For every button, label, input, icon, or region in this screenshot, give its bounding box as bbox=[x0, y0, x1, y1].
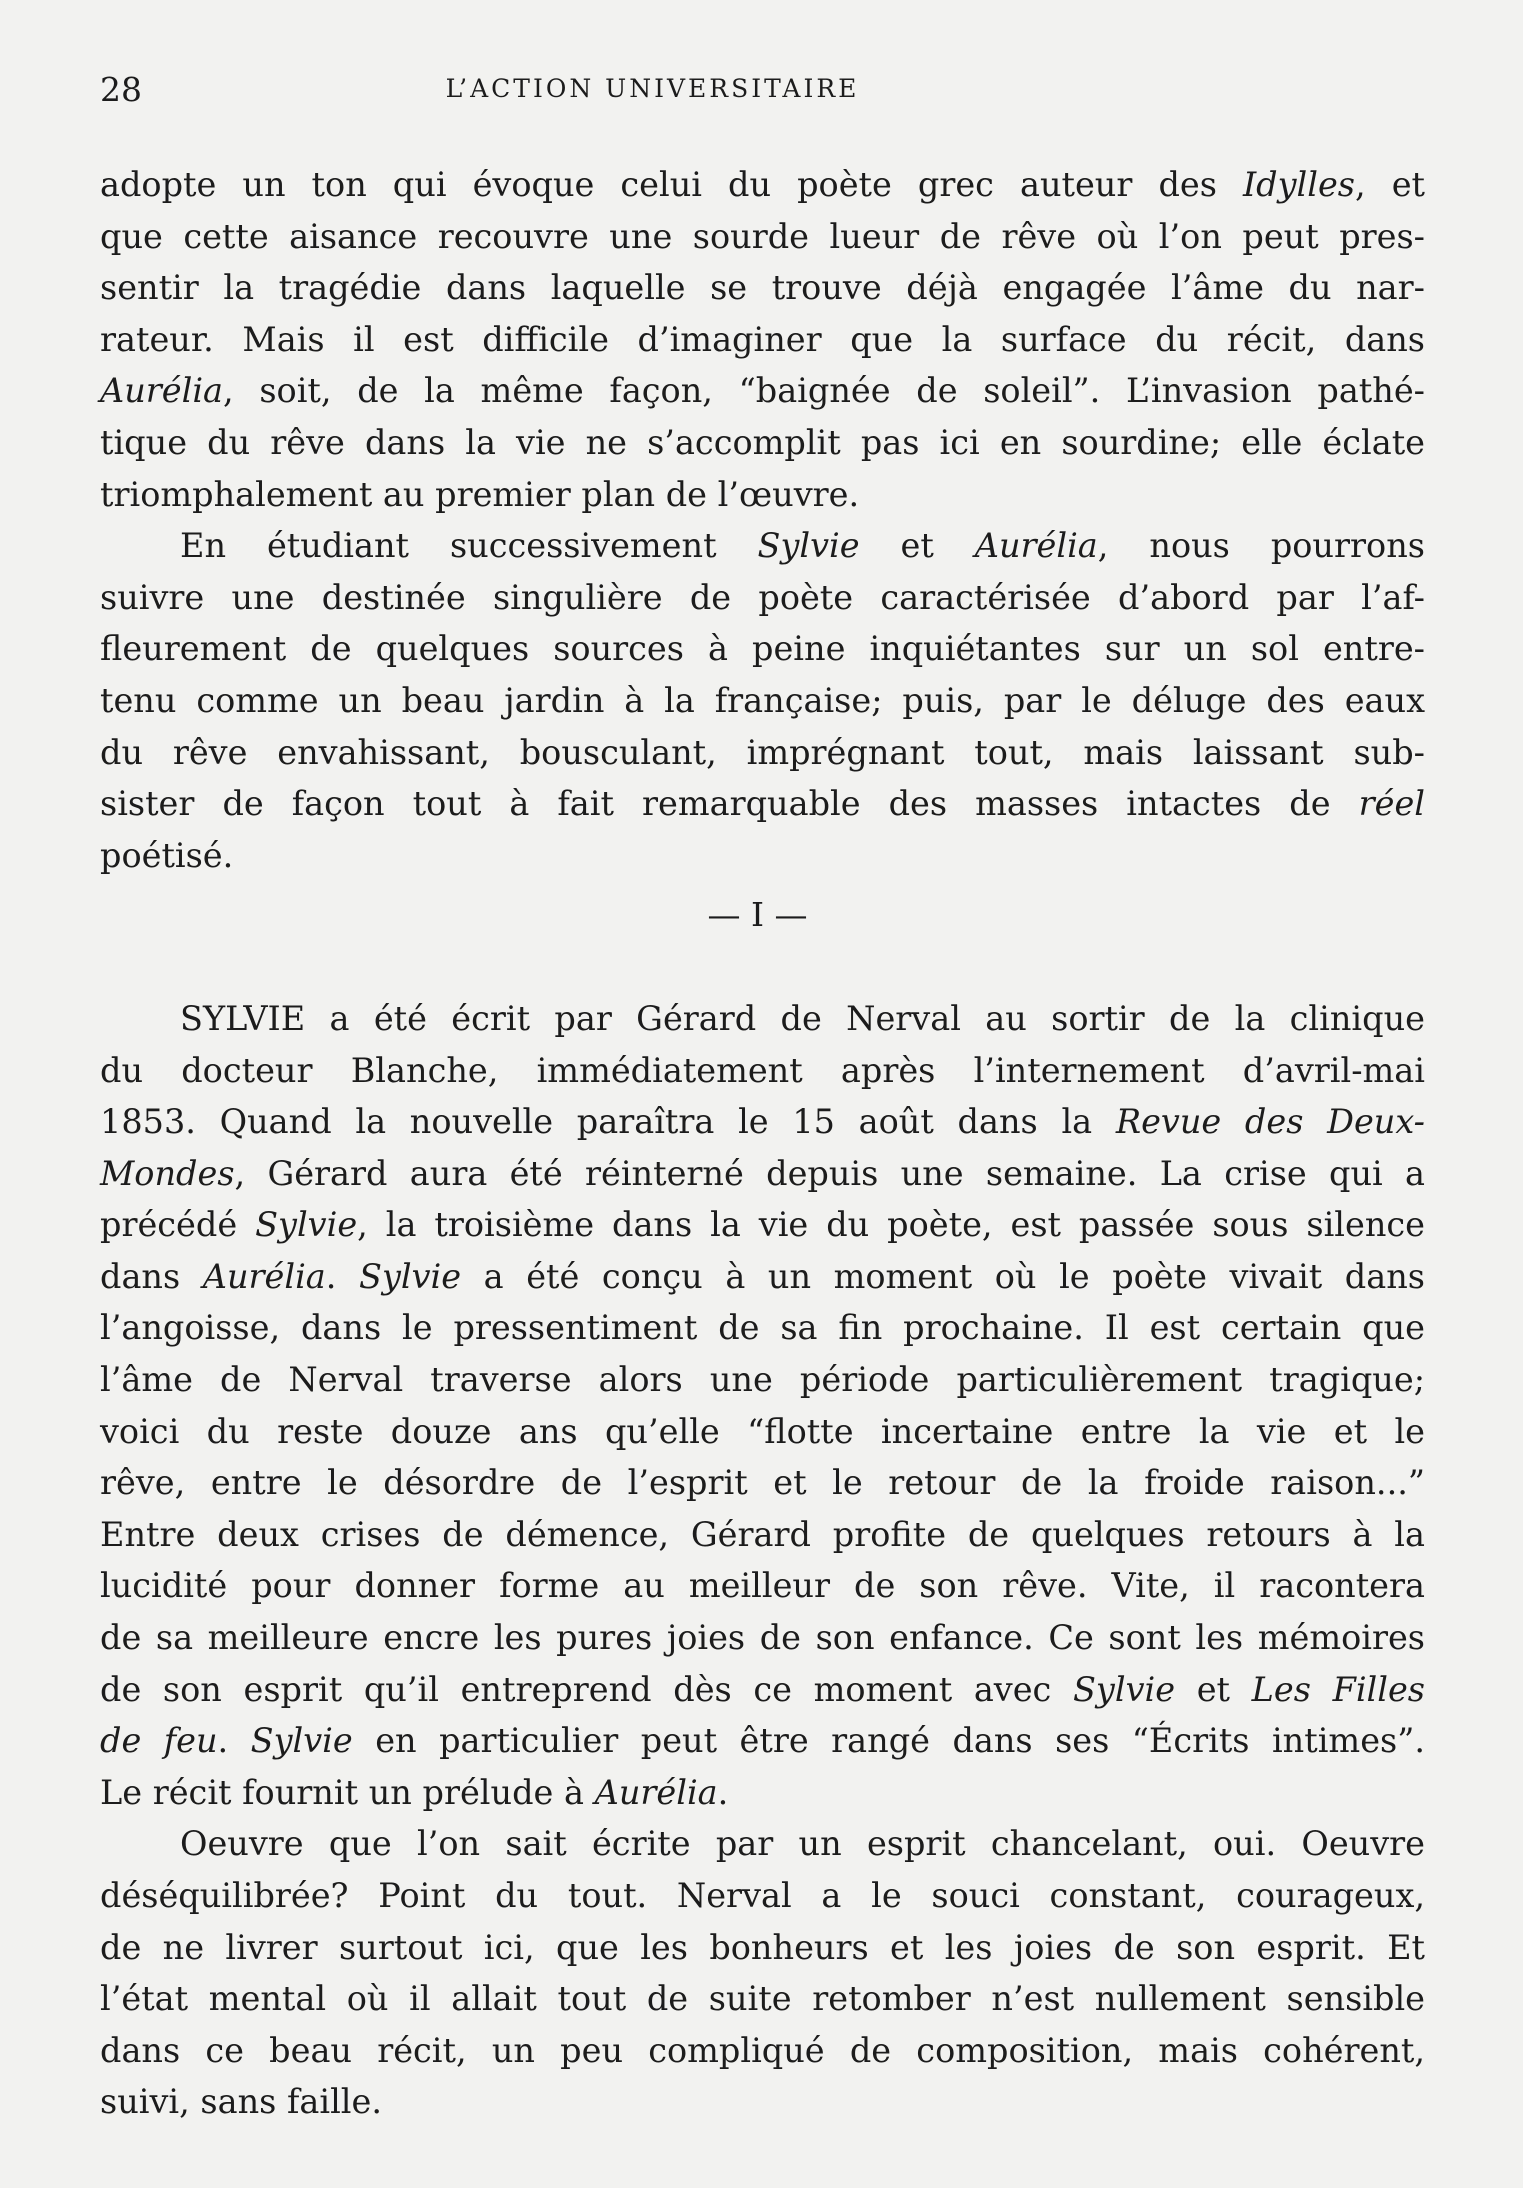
text-run: précédé bbox=[100, 1205, 256, 1245]
italic-title: Aurélia bbox=[974, 526, 1098, 566]
italic-title: Sylvie bbox=[757, 526, 860, 566]
text-line bbox=[100, 1096, 1425, 1148]
text-line bbox=[100, 623, 1425, 675]
italic-title: Revue des Deux- bbox=[1115, 1102, 1425, 1142]
text-run: que cette aisance recouvre une sourde lueur de rêve où l’on peut pres- bbox=[100, 216, 1425, 256]
text-line bbox=[100, 1251, 1425, 1303]
text-line bbox=[100, 1715, 1425, 1767]
italic-title: Sylvie bbox=[1072, 1669, 1176, 1709]
text-run: du rêve envahissant, bousculant, imprégnant tout, mais laissant sub- bbox=[100, 732, 1425, 772]
text-run: tique du rêve dans la vie ne s’accomplit pas ici en sourdine; elle éclate bbox=[100, 422, 1425, 462]
text-line bbox=[100, 1922, 1425, 1974]
text-line bbox=[100, 1767, 1425, 1819]
italic-title: réel bbox=[1358, 784, 1425, 824]
text-run: , et bbox=[1355, 165, 1425, 204]
italic-title: de feu bbox=[100, 1721, 218, 1761]
text-run: fleurement de quelques sources à peine inquiétantes sur un sol entre- bbox=[100, 629, 1425, 669]
italic-title: Idylles bbox=[1242, 165, 1356, 204]
text-line bbox=[100, 675, 1425, 727]
text-run: l’angoisse, dans le pressentiment de sa fin prochaine. Il est certain que bbox=[100, 1308, 1425, 1348]
text-run: triomphalement au premier plan de l’œuvre. bbox=[100, 474, 860, 514]
text-line bbox=[100, 1560, 1425, 1612]
text-run: , la troisième dans la vie du poète, est passée sous silence bbox=[357, 1205, 1425, 1245]
text-line bbox=[100, 830, 1425, 882]
italic-title: Sylvie bbox=[250, 1721, 353, 1761]
text-run: rateur. Mais il est difficile d’imaginer que la surface du récit, dans bbox=[100, 319, 1425, 359]
section-heading: — I — bbox=[707, 895, 808, 935]
text-line bbox=[100, 2025, 1425, 2077]
text-run: , nous pourrons bbox=[1097, 526, 1425, 566]
article-body bbox=[100, 159, 1425, 2128]
text-line bbox=[100, 1302, 1425, 1354]
text-run: sentir la tragédie dans laquelle se trouve déjà engagée l’âme du nar- bbox=[100, 268, 1425, 308]
text-run: dans bbox=[100, 1256, 203, 1296]
text-run: rêve, entre le désordre de l’esprit et le retour de la froide raison...” bbox=[100, 1463, 1425, 1503]
text-run: . bbox=[325, 1256, 360, 1296]
text-line bbox=[100, 1406, 1425, 1458]
paragraph-p3 bbox=[100, 993, 1425, 1819]
text-line bbox=[100, 211, 1425, 263]
italic-title: Aurélia bbox=[594, 1772, 718, 1812]
text-line bbox=[100, 520, 1425, 572]
text-run: poétisé. bbox=[100, 835, 234, 875]
text-run: dans ce beau récit, un peu compliqué de composition, mais cohérent, bbox=[100, 2030, 1425, 2070]
text-run: SYLVIE a été écrit par Gérard de Nerval au sortir de la clinique bbox=[180, 998, 1425, 1038]
text-line bbox=[100, 727, 1425, 779]
journal-title: L’ACTION UNIVERSITAIRE bbox=[445, 74, 860, 103]
italic-title: Mondes bbox=[100, 1153, 235, 1193]
text-line bbox=[100, 469, 1425, 521]
italic-title: Aurélia bbox=[202, 1256, 326, 1296]
text-run: 1853. Quand la nouvelle paraîtra le 15 août dans la bbox=[100, 1102, 1116, 1142]
text-line bbox=[100, 1612, 1425, 1664]
section-paragraphs bbox=[100, 993, 1425, 2128]
text-line bbox=[100, 1199, 1425, 1251]
text-line bbox=[100, 417, 1425, 469]
text-run: Le récit fournit un prélude à bbox=[100, 1772, 595, 1812]
text-run: déséquilibrée? Point du tout. Nerval a le souci constant, courageux, bbox=[100, 1876, 1425, 1915]
paragraph-p4 bbox=[100, 1818, 1425, 2128]
paragraph-p1 bbox=[100, 159, 1425, 520]
text-line bbox=[100, 1509, 1425, 1561]
italic-title: Sylvie bbox=[359, 1256, 462, 1296]
text-line bbox=[100, 1973, 1425, 2025]
text-line bbox=[100, 262, 1425, 314]
text-run: en particulier peut être rangé dans ses “Écrits intimes”. bbox=[352, 1721, 1425, 1761]
text-run: voici du reste douze ans qu’elle “flotte incertaine entre la vie et le bbox=[100, 1411, 1425, 1451]
text-run: sister de façon tout à fait remarquable des masses intactes de bbox=[100, 784, 1359, 824]
text-line bbox=[100, 1870, 1425, 1922]
text-run: , soit, de la même façon, “baignée de soleil”. L’invasion pathé- bbox=[223, 371, 1425, 411]
text-run: adopte un ton qui évoque celui du poète grec auteur des bbox=[100, 165, 1243, 204]
text-line bbox=[100, 365, 1425, 417]
italic-title: Aurélia bbox=[100, 371, 224, 411]
text-run: lucidité pour donner forme au meilleur de son rêve. Vite, il racontera bbox=[100, 1566, 1425, 1606]
text-run: de son esprit qu’il entreprend dès ce moment avec bbox=[100, 1669, 1073, 1709]
text-run: du docteur Blanche, immédiatement après l’internement d’avril-mai bbox=[100, 1050, 1425, 1090]
text-line bbox=[100, 2076, 1425, 2128]
italic-title: Les Filles bbox=[1251, 1669, 1425, 1709]
text-run: suivi, sans faille. bbox=[100, 2082, 382, 2122]
text-run: et bbox=[1175, 1669, 1252, 1709]
intro-paragraphs bbox=[100, 159, 1425, 881]
text-line bbox=[100, 778, 1425, 830]
text-line bbox=[100, 1818, 1425, 1870]
text-run: . bbox=[217, 1721, 251, 1761]
text-line bbox=[100, 1664, 1425, 1716]
text-run: l’état mental où il allait tout de suite retomber n’est nullement sensible bbox=[100, 1979, 1425, 2019]
paragraph-p2 bbox=[100, 520, 1425, 881]
text-line bbox=[100, 572, 1425, 624]
text-line bbox=[100, 1457, 1425, 1509]
text-run: et bbox=[859, 526, 975, 566]
text-run: de ne livrer surtout ici, que les bonheurs et les joies de son esprit. Et bbox=[100, 1927, 1425, 1967]
text-run: suivre une destinée singulière de poète caractérisée d’abord par l’af- bbox=[100, 577, 1425, 617]
text-line bbox=[100, 993, 1425, 1045]
text-line bbox=[100, 314, 1425, 366]
running-header bbox=[100, 70, 1425, 110]
text-run: tenu comme un beau jardin à la française; puis, par le déluge des eaux bbox=[100, 680, 1425, 720]
text-run: de sa meilleure encre les pures joies de son enfance. Ce sont les mémoires bbox=[100, 1618, 1425, 1658]
text-line bbox=[100, 1045, 1425, 1097]
text-line bbox=[100, 1148, 1425, 1200]
text-run: Oeuvre que l’on sait écrite par un esprit chancelant, oui. Oeuvre bbox=[180, 1824, 1425, 1864]
text-run: , Gérard aura été réinterné depuis une semaine. La crise qui a bbox=[234, 1153, 1425, 1193]
text-run: l’âme de Nerval traverse alors une période particulièrement tragique; bbox=[100, 1360, 1425, 1400]
text-line bbox=[100, 1354, 1425, 1406]
page-number: 28 bbox=[100, 70, 142, 109]
text-run: . bbox=[717, 1772, 729, 1812]
italic-title: Sylvie bbox=[255, 1205, 358, 1245]
text-run: a été conçu à un moment où le poète vivait dans bbox=[461, 1256, 1425, 1296]
text-run: En étudiant successivement bbox=[180, 526, 758, 566]
text-line bbox=[100, 159, 1425, 211]
text-run: Entre deux crises de démence, Gérard profite de quelques retours à la bbox=[100, 1514, 1425, 1554]
